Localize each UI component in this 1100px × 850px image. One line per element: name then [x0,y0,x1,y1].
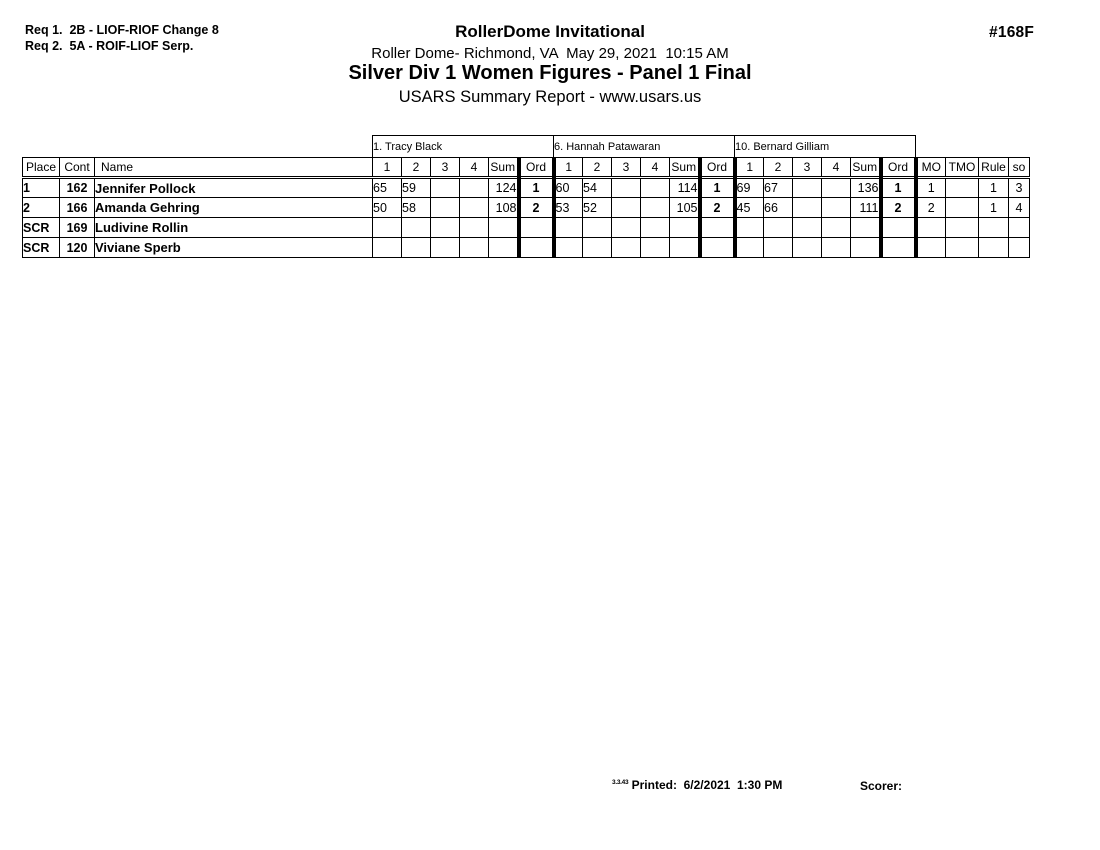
mo-cell: 2 [916,198,946,218]
j1-score-1 [373,238,402,258]
result-row-1 [23,178,1030,198]
judge-2-name: 6. Hannah Patawaran [554,136,735,158]
j1-score-3 [431,178,460,198]
col-header-j3-1: 1 [735,158,764,178]
so-cell: 4 [1009,198,1030,218]
mo-cell [916,218,946,238]
j2-sum: 114 [670,178,700,198]
j3-score-2 [764,238,793,258]
requirement-line-1: Req 1. 2B - LIOF-RIOF Change 8 [25,23,219,37]
j3-score-4 [822,198,851,218]
j3-sum [851,238,881,258]
so-cell [1009,238,1030,258]
j1-score-1 [373,218,402,238]
skater-name-cell: Amanda Gehring [95,198,373,218]
j2-ordinal: 2 [700,198,735,218]
place-cell: 2 [23,198,60,218]
col-header-j2-ord: Ord [700,158,735,178]
place-cell: SCR [23,218,60,238]
col-header-so: so [1009,158,1030,178]
j1-ordinal: 1 [519,178,554,198]
j3-ordinal [881,218,916,238]
so-cell [1009,218,1030,238]
j2-score-2: 54 [583,178,612,198]
j1-ordinal [519,218,554,238]
j1-score-4 [460,238,489,258]
col-header-cont: Cont [60,158,95,178]
report-name: USARS Summary Report - www.usars.us [398,88,702,106]
j2-score-2 [583,218,612,238]
j2-score-3 [612,178,641,198]
printed-label: Printed: 6/2/2021 1:30 PM [631,778,783,792]
j3-score-4 [822,238,851,258]
j1-score-1: 50 [373,198,402,218]
j1-score-3 [431,198,460,218]
rule-cell [979,218,1009,238]
j3-score-2 [764,218,793,238]
j1-score-2: 59 [402,178,431,198]
col-header-j1-1: 1 [373,158,402,178]
skater-name-cell: Viviane Sperb [95,238,373,258]
mo-cell: 1 [916,178,946,198]
col-header-j2-1: 1 [554,158,583,178]
event-title: Silver Div 1 Women Figures - Panel 1 Final [348,62,752,84]
j3-sum [851,218,881,238]
j2-score-4 [641,238,670,258]
j1-score-1: 65 [373,178,402,198]
j3-score-1 [735,238,764,258]
j1-score-3 [431,238,460,258]
competition-title: RollerDome Invitational [455,22,645,41]
j1-sum: 124 [489,178,519,198]
j2-score-1: 60 [554,178,583,198]
j1-ordinal: 2 [519,198,554,218]
skater-name-cell: Ludivine Rollin [95,218,373,238]
j3-ordinal [881,238,916,258]
col-header-j3-2: 2 [764,158,793,178]
j1-sum [489,238,519,258]
j1-score-2 [402,218,431,238]
skater-name-cell: Jennifer Pollock [95,178,373,198]
rule-cell: 1 [979,178,1009,198]
col-header-name: Name [95,158,373,178]
place-cell: 1 [23,178,60,198]
j2-ordinal: 1 [700,178,735,198]
venue-date-line: Roller Dome- Richmond, VA May 29, 2021 10:15 AM [371,45,729,62]
j1-score-3 [431,218,460,238]
place-cell: SCR [23,238,60,258]
j3-score-1: 45 [735,198,764,218]
j3-score-1 [735,218,764,238]
requirement-line-2: Req 2. 5A - ROIF-LIOF Serp. [25,38,194,53]
judges-row-spacer-left [23,136,373,158]
j3-score-2: 67 [764,178,793,198]
j3-score-2: 66 [764,198,793,218]
col-header-j3-ord: Ord [881,158,916,178]
j2-ordinal [700,218,735,238]
j2-sum [670,238,700,258]
j1-ordinal [519,238,554,258]
result-row-3 [23,218,1030,238]
column-header-row [23,158,1030,178]
col-header-j1-sum: Sum [489,158,519,178]
col-header-j2-2: 2 [583,158,612,178]
col-header-rule: Rule [979,158,1009,178]
tmo-cell [946,198,979,218]
software-version: 3.3.43 [612,779,629,786]
j2-score-4 [641,198,670,218]
j2-score-1 [554,218,583,238]
judge-1-name: 1. Tracy Black [373,136,554,158]
rule-cell [979,238,1009,258]
j1-score-2 [402,238,431,258]
mo-cell [916,238,946,258]
contestant-number-cell: 166 [60,198,95,218]
contestant-number-cell: 162 [60,178,95,198]
col-header-j2-4: 4 [641,158,670,178]
judges-row-spacer-right [916,136,1030,158]
j3-ordinal: 2 [881,198,916,218]
judge-3-name: 10. Bernard Gilliam [735,136,916,158]
j1-score-4 [460,178,489,198]
result-row-4 [23,238,1030,258]
col-header-j2-3: 3 [612,158,641,178]
col-header-mo: MO [916,158,946,178]
j2-score-2 [583,238,612,258]
j2-score-2: 52 [583,198,612,218]
j2-score-3 [612,218,641,238]
tmo-cell [946,238,979,258]
j3-sum: 136 [851,178,881,198]
so-cell: 3 [1009,178,1030,198]
col-header-j3-sum: Sum [851,158,881,178]
j2-score-1 [554,238,583,258]
tmo-cell [946,178,979,198]
j1-sum: 108 [489,198,519,218]
col-header-j1-ord: Ord [519,158,554,178]
printed-timestamp [612,778,782,792]
scorer-label: Scorer: [860,779,903,793]
col-header-j1-3: 3 [431,158,460,178]
event-number: #168F [989,24,1034,41]
col-header-j1-4: 4 [460,158,489,178]
j3-score-1: 69 [735,178,764,198]
tmo-cell [946,218,979,238]
j2-score-3 [612,198,641,218]
j1-score-2: 58 [402,198,431,218]
j3-score-3 [793,238,822,258]
j2-score-4 [641,178,670,198]
j2-score-1: 53 [554,198,583,218]
j3-score-3 [793,198,822,218]
j2-score-3 [612,238,641,258]
col-header-place: Place [23,158,60,178]
j1-sum [489,218,519,238]
results-table [22,135,1030,258]
j2-sum: 105 [670,198,700,218]
j3-score-3 [793,218,822,238]
j1-score-4 [460,218,489,238]
col-header-tmo: TMO [946,158,979,178]
j2-sum [670,218,700,238]
contestant-number-cell: 169 [60,218,95,238]
j2-ordinal [700,238,735,258]
result-row-2 [23,198,1030,218]
col-header-j3-3: 3 [793,158,822,178]
j2-score-4 [641,218,670,238]
contestant-number-cell: 120 [60,238,95,258]
j3-ordinal: 1 [881,178,916,198]
j1-score-4 [460,198,489,218]
j3-sum: 111 [851,198,881,218]
col-header-j1-2: 2 [402,158,431,178]
j3-score-3 [793,178,822,198]
rule-cell: 1 [979,198,1009,218]
col-header-j2-sum: Sum [670,158,700,178]
j3-score-4 [822,218,851,238]
col-header-j3-4: 4 [822,158,851,178]
judges-header-row [23,136,1030,158]
j3-score-4 [822,178,851,198]
